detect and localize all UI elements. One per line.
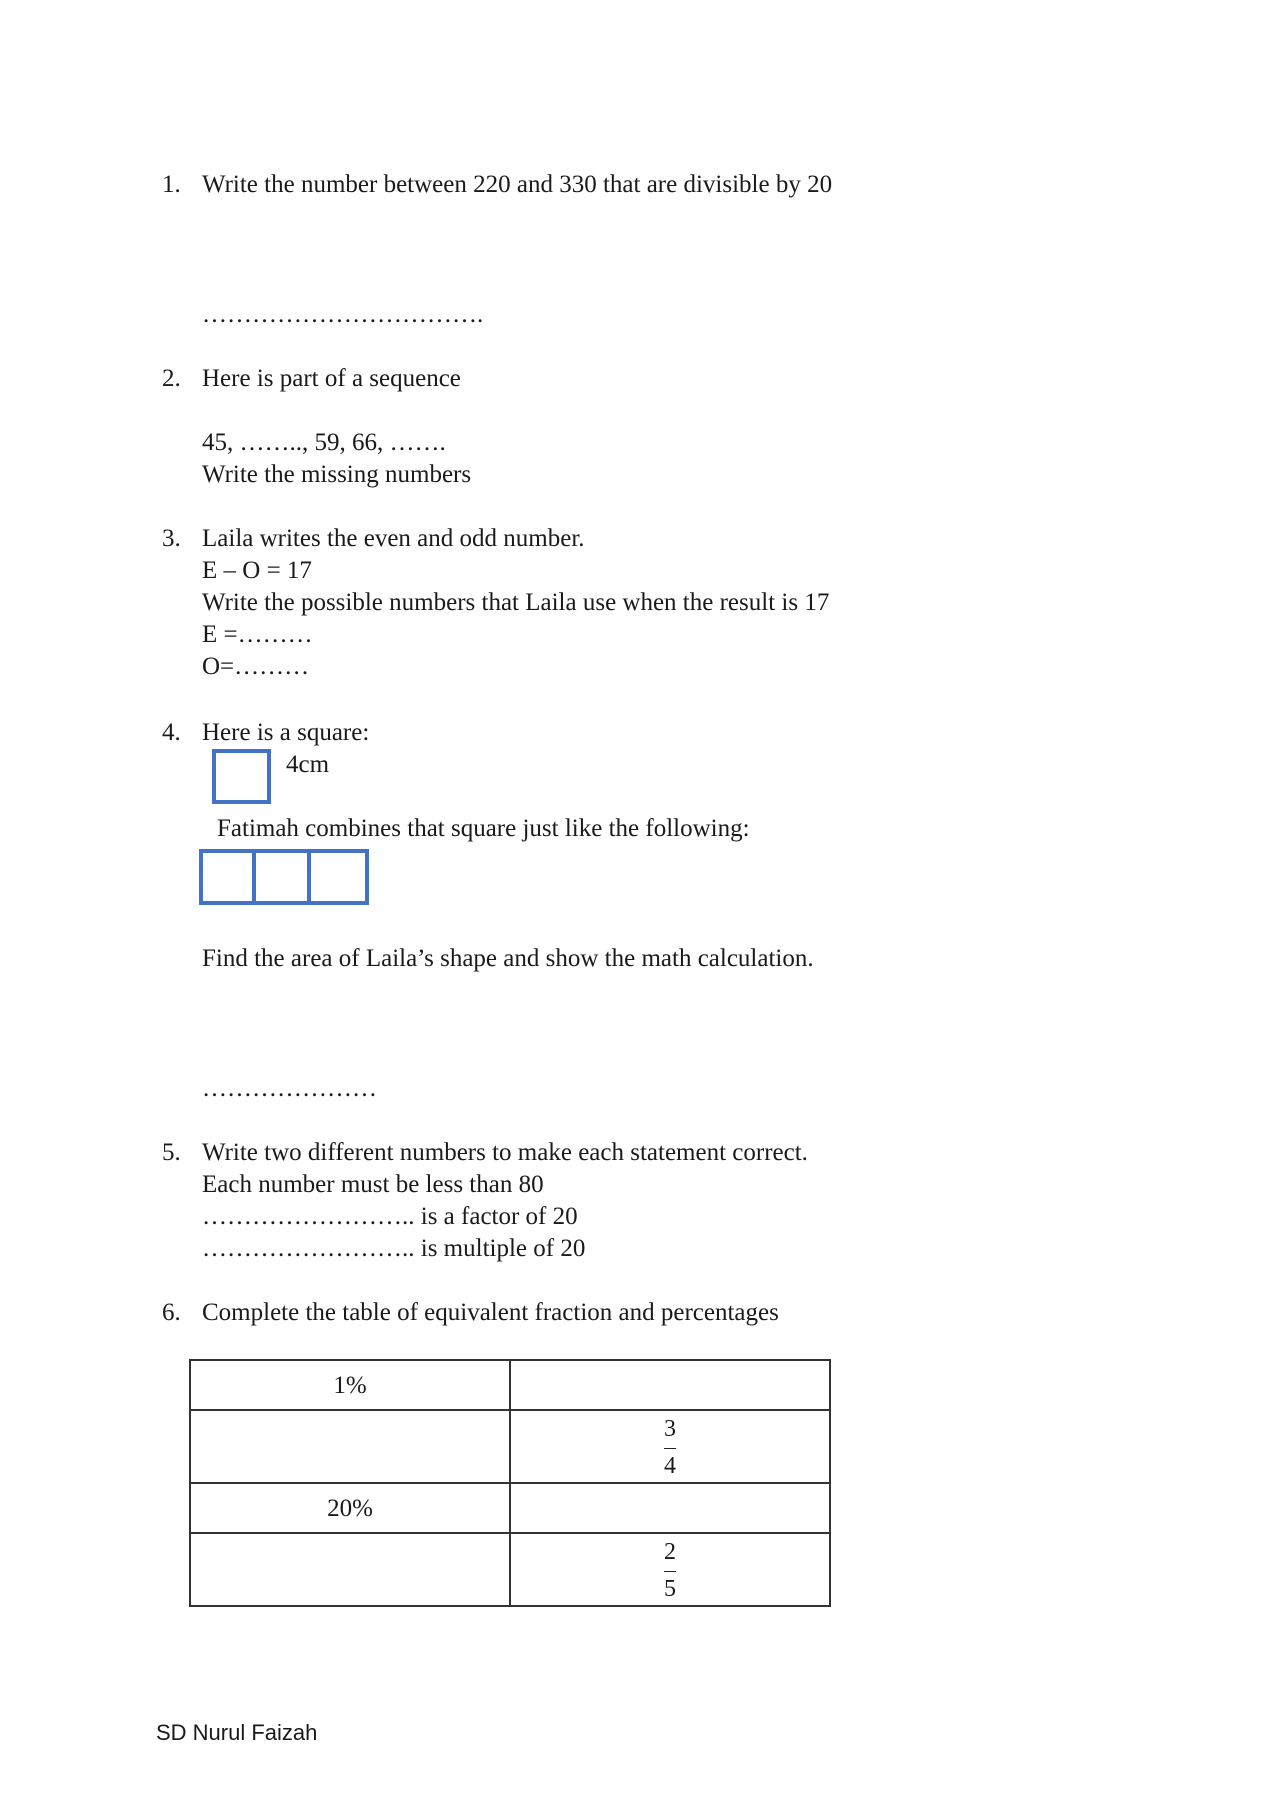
q3-equation: E – O = 17 (202, 557, 312, 584)
fraction-numerator: 3 (664, 1416, 676, 1442)
fraction-denominator: 5 (664, 1576, 676, 1602)
fraction-numerator: 2 (664, 1539, 676, 1565)
q5-text: Write two different numbers to make each statement correct. (202, 1139, 808, 1166)
footer-school-name: SD Nurul Faizah (156, 1720, 318, 1745)
q2-sequence[interactable]: 45, …….., 59, 66, ……. (202, 429, 446, 456)
q3-text: Laila writes the even and odd number. (202, 525, 585, 552)
table-row (190, 1410, 830, 1483)
percent-cell[interactable]: 1% (190, 1360, 510, 1410)
combined-square-1 (199, 849, 256, 905)
percent-cell[interactable]: 20% (190, 1483, 510, 1533)
percent-cell[interactable] (190, 1533, 510, 1606)
fraction (664, 1539, 676, 1602)
q5-multiple-line[interactable]: …………………….. is multiple of 20 (202, 1235, 586, 1262)
combined-square-2 (252, 849, 311, 905)
q4-answer-line[interactable]: ………………… (202, 1075, 377, 1102)
q3-e-line[interactable]: E =……… (202, 621, 313, 648)
q5-factor-line[interactable]: …………………….. is a factor of 20 (202, 1203, 578, 1230)
q2-instruction: Write the missing numbers (202, 461, 472, 488)
q6-number: 6. (162, 1299, 181, 1326)
table-row (190, 1360, 830, 1410)
fraction-cell[interactable] (510, 1360, 830, 1410)
fraction-cell[interactable] (510, 1410, 830, 1483)
table-row (190, 1483, 830, 1533)
q4-side-label: 4cm (286, 751, 330, 778)
table-row (190, 1533, 830, 1606)
q1-answer-line[interactable]: ……………………………. (202, 301, 484, 328)
q5-constraint: Each number must be less than 80 (202, 1171, 544, 1198)
q3-number: 3. (162, 525, 181, 552)
q4-text: Here is a square: (202, 719, 370, 746)
fraction-denominator: 4 (664, 1453, 676, 1479)
q4-instruction: Find the area of Laila’s shape and show the math calculation. (202, 945, 814, 972)
combined-square-3 (307, 849, 369, 905)
fraction-bar (664, 1571, 676, 1572)
percent-cell[interactable] (190, 1410, 510, 1483)
single-square-shape (212, 749, 271, 804)
fraction (664, 1416, 676, 1479)
q4-combine-text: Fatimah combines that square just like the following: (217, 815, 750, 842)
equivalence-table (189, 1359, 831, 1607)
q3-o-line[interactable]: O=……… (202, 653, 310, 680)
fraction-cell[interactable] (510, 1533, 830, 1606)
q2-number: 2. (162, 365, 181, 392)
fraction-bar (664, 1448, 676, 1449)
q2-text: Here is part of a sequence (202, 365, 461, 392)
q6-text: Complete the table of equivalent fraction and percentages (202, 1299, 779, 1326)
q4-number: 4. (162, 719, 181, 746)
q3-instruction: Write the possible numbers that Laila use when the result is 17 (202, 589, 830, 616)
fraction-cell[interactable] (510, 1483, 830, 1533)
q1-number: 1. (162, 171, 181, 198)
q1-text: Write the number between 220 and 330 that are divisible by 20 (202, 171, 833, 198)
q5-number: 5. (162, 1139, 181, 1166)
